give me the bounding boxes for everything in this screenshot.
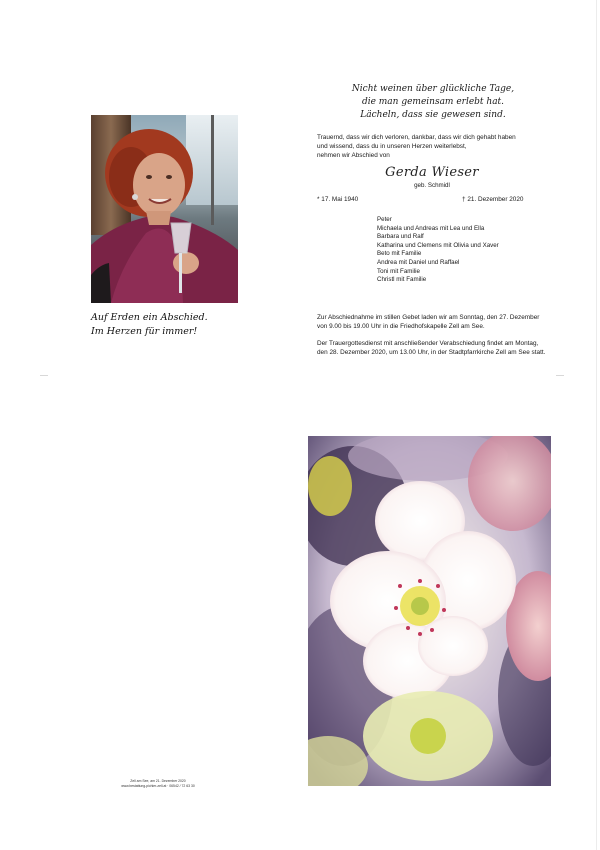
photo-quote-line-1: Auf Erden ein Abschied. [91, 312, 208, 323]
family-member: Toni mit Familie [377, 267, 420, 275]
verse [318, 83, 548, 122]
intro-line-1: Trauernd, dass wir dich verloren, dankbar, dass wir dich gehabt haben [317, 134, 516, 141]
birth-date: * 17. Mai 1940 [317, 196, 359, 203]
death-date: † 21. Dezember 2020 [462, 196, 524, 203]
imprint-line-1: Zell am See, am 21. Dezember 2020 [130, 779, 186, 783]
intro-text [317, 133, 549, 161]
intro-line-3: nehmen wir Abschied von [317, 152, 390, 160]
page-edge [596, 0, 597, 850]
verse-line-3: Lächeln, dass sie gewesen sind. [360, 110, 506, 120]
family-list [377, 216, 557, 285]
family-member: Beto mit Familie [377, 250, 422, 258]
family-member: Peter [377, 216, 392, 223]
family-member: Michaela und Andreas mit Lea und Ella [377, 224, 485, 232]
photo-quote [91, 311, 251, 339]
imprint-line-2: www.bestattung-pichler-zell.at · 06542 / 72 63 30 [121, 783, 195, 788]
imprint [118, 779, 198, 788]
service-notice: Der Trauergottesdienst mit anschließender Verabschiedung findet am Montag, den 28. Dezember 2020, um 13.00 Uhr, in der Stadtpfarrkirche Zell am See statt. [317, 340, 546, 356]
verse-line-1: Nicht weinen über glückliche Tage, [351, 84, 515, 94]
family-member: Katharina und Clemens mit Olivia und Xaver [377, 241, 499, 249]
family-member: Christl mit Familie [377, 276, 427, 284]
photo-quote-line-2: Im Herzen für immer! [91, 326, 198, 337]
intro-line-2: und wissend, dass du in unseren Herzen weiterlebst, [317, 143, 467, 151]
prayer-notice: Zur Abschiednahme im stillen Gebet laden wir am Sonntag, den 27. Dezember von 9.00 bis 19.00 Uhr in die Friedhofskapelle Zell am See. [317, 314, 540, 330]
portrait-photo [91, 115, 238, 303]
flower-painting [308, 436, 551, 786]
fold-mark-left [40, 375, 48, 376]
family-member: Andrea mit Daniel und Raffael [377, 258, 460, 266]
family-member: Barbara und Ralf [377, 233, 424, 241]
deceased-name: Gerda Wieser [385, 165, 479, 180]
verse-line-2: die man gemeinsam erlebt hat. [361, 97, 505, 107]
maiden-name: geb. Schmidl [414, 182, 450, 189]
fold-mark-right [556, 375, 564, 376]
